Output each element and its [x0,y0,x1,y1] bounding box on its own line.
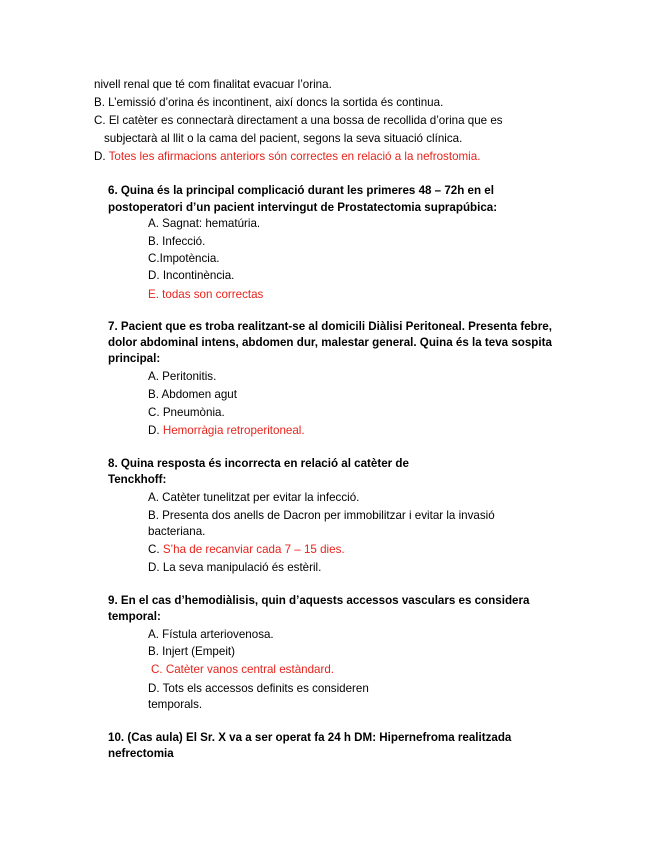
q7-option-d [148,424,305,438]
q6-option-a: A. Sagnat: hematúria. [148,217,261,230]
answer-letter: D. [148,424,160,437]
question-6-title: 6. Quina és la principal complicació durant les primeres 48 – 72h en el [108,184,494,197]
intro-line: nivell renal que té com finalitat evacuar l’orina. [94,78,332,91]
q8-option-c [148,543,345,557]
q7-option-b: B. Abdomen agut [148,388,237,401]
q8-option-a: A. Catèter tunelitzat per evitar la infecció. [148,491,360,504]
q8-option-b: B. Presenta dos anells de Dacron per immobilitzar i evitar la invasió [148,509,495,522]
answer-c: C. El catèter es connectarà directament a una bossa de recollida d’orina que es [94,114,503,127]
answer-letter: C. [148,543,160,556]
q8-option-b-cont: bacteriana. [148,525,206,538]
question-8-title-cont: Tenckhoff: [108,473,167,486]
answer-d [94,150,480,164]
question-10-title: 10. (Cas aula) El Sr. X va a ser operat fa 24 h DM: Hipernefroma realitzada [108,731,512,744]
answer-b: B. L’emissió d’orina és incontinent, així doncs la sortida és continua. [94,96,444,109]
q6-option-e-correct: E. todas son correctas [148,288,264,301]
q7-option-c: C. Pneumònia. [148,406,225,419]
q9-option-d: D. Tots els accessos definits es consideren [148,682,369,695]
q6-option-d: D. Incontinència. [148,269,235,282]
correct-answer-text: Totes les afirmacions anteriors són correctes en relació a la nefrostomia. [108,150,481,163]
question-7-title-cont: dolor abdominal intens, abdomen dur, malestar general. Quina és la teva sospita [108,336,552,349]
q8-option-d: D. La seva manipulació és estèril. [148,561,322,574]
answer-letter: D. [94,150,106,163]
question-10-title-cont: nefrectomia [108,747,174,760]
q9-option-b: B. Injert (Empeit) [148,645,235,658]
question-8-title: 8. Quina resposta és incorrecta en relació al catèter de [108,457,409,470]
q6-option-b: B. Infecció. [148,235,206,248]
question-9-title: 9. En el cas d’hemodiàlisis, quin d’aquests accessos vasculars es considera [108,594,530,607]
q9-option-a: A. Fístula arteriovenosa. [148,628,274,641]
correct-answer-text: Hemorràgia retroperitoneal. [162,424,305,437]
question-7-title: 7. Pacient que es troba realitzant-se al domicili Diàlisi Peritoneal. Presenta febre, [108,320,552,333]
question-6-title-cont: postoperatori d’un pacient intervingut de Prostatectomia suprapúbica: [108,201,498,214]
question-9-title-cont: temporal: [108,610,161,623]
q7-option-a: A. Peritonitis. [148,370,217,383]
correct-answer-text: S’ha de recanviar cada 7 – 15 dies. [162,543,345,556]
question-7-title-cont2: principal: [108,352,161,365]
q6-option-c: C.Impotència. [148,252,220,265]
answer-c-continued: subjectarà al llit o la cama del pacient, segons la seva situació clínica. [104,132,463,145]
q9-option-c-correct: C. Catèter vanos central estàndard. [151,663,335,676]
q9-option-d-cont: temporals. [148,698,203,711]
